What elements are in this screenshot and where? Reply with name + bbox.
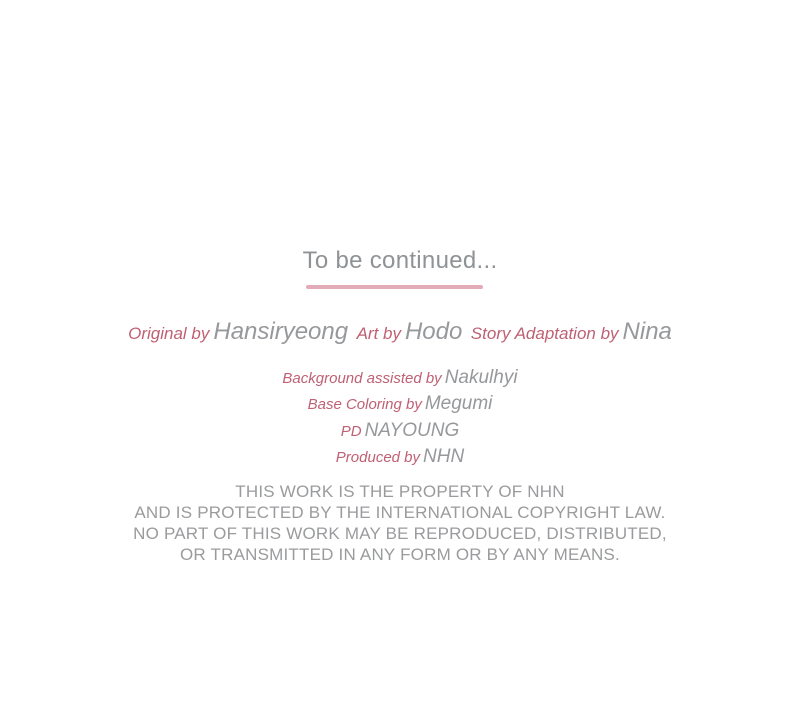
credit-label-original-by: Original by <box>128 324 210 343</box>
credit-name-pd: NAYOUNG <box>364 419 460 441</box>
credit-name-producer: NHN <box>423 446 465 468</box>
credit-label-pd: PD <box>340 422 362 440</box>
sub-credits-block <box>0 365 800 471</box>
credit-row-pd <box>0 418 800 444</box>
credit-label-produced-by: Produced by <box>335 449 421 467</box>
credit-label-art-by: Art by <box>356 324 401 343</box>
copyright-line-2: AND IS PROTECTED BY THE INTERNATIONAL COPYRIGHT LAW. <box>134 503 666 522</box>
to-be-continued-text: To be continued... <box>302 247 498 274</box>
copyright-notice <box>0 481 800 565</box>
copyright-line-1: THIS WORK IS THE PROPERTY OF NHN <box>235 482 565 501</box>
credit-name-author: Hansiryeong <box>213 318 349 345</box>
copyright-line-3: NO PART OF THIS WORK MAY BE REPRODUCED, DISTRIBUTED, <box>133 524 667 543</box>
credit-label-base-coloring-by: Base Coloring by <box>307 396 422 414</box>
credit-name-background-assistant: Nakulhyi <box>444 367 518 388</box>
credit-row-produced-by <box>0 444 800 470</box>
main-credits-line <box>0 318 800 346</box>
credit-name-colorist: Megumi <box>424 393 493 415</box>
credit-name-artist: Hodo <box>404 318 463 345</box>
credit-row-base-coloring <box>0 391 800 417</box>
credit-label-background-assisted-by: Background assisted by <box>282 370 442 387</box>
credit-name-adapter: Nina <box>622 318 672 345</box>
credit-row-background <box>0 365 800 391</box>
credit-label-story-adaptation-by: Story Adaptation by <box>470 324 619 343</box>
divider-line <box>306 285 483 289</box>
copyright-line-4: OR TRANSMITTED IN ANY FORM OR BY ANY MEANS. <box>180 545 620 564</box>
